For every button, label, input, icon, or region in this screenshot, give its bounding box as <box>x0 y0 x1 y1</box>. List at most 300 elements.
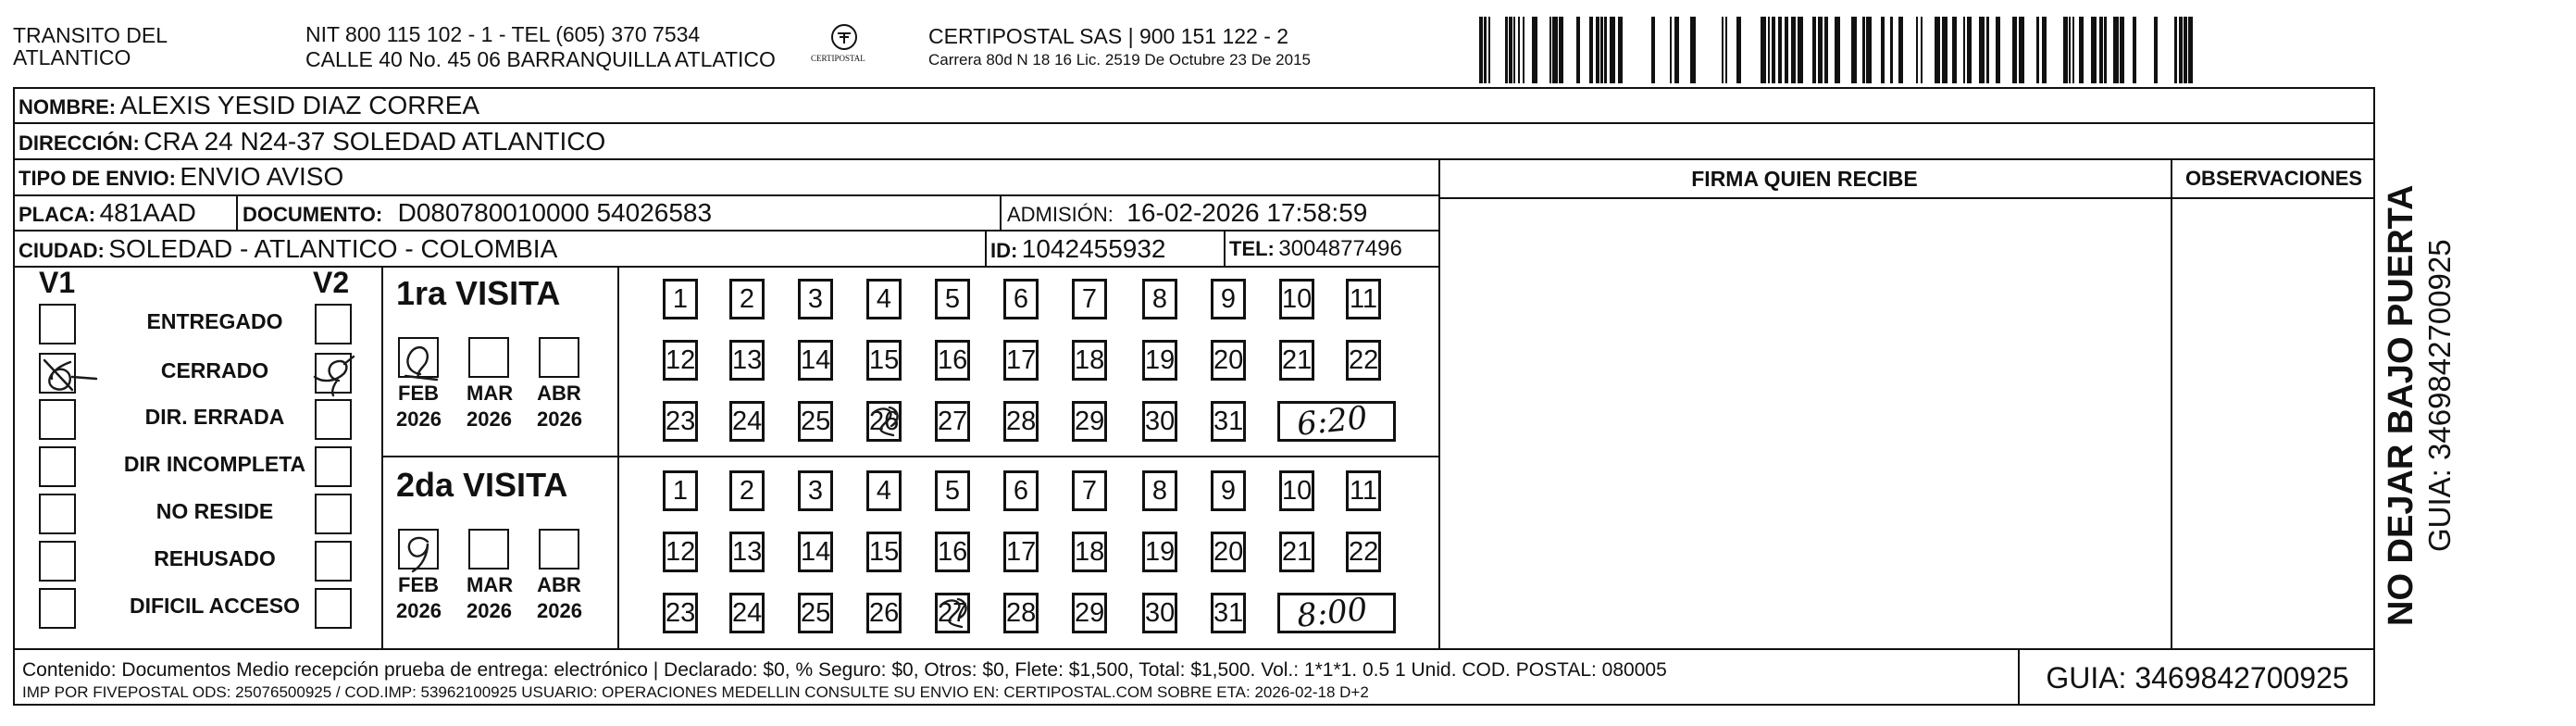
day-box[interactable] <box>1279 532 1314 572</box>
v1-checkbox[interactable] <box>39 353 76 394</box>
barcode-bar <box>2099 17 2103 83</box>
day-number: 26 <box>869 407 900 436</box>
barcode-bar <box>2079 17 2084 83</box>
rule <box>1000 194 1002 230</box>
v2-checkbox[interactable] <box>315 446 352 487</box>
observaciones-area[interactable] <box>2173 200 2373 646</box>
firma-heading: FIRMA QUIEN RECIBE <box>1691 167 1918 191</box>
day-number: 13 <box>732 345 763 375</box>
tel-cell <box>1229 230 1402 266</box>
day-box[interactable] <box>866 470 902 511</box>
barcode-bar <box>2091 17 2097 83</box>
tipo-envio-label: TIPO DE ENVIO: <box>19 167 176 190</box>
day-box[interactable] <box>663 401 698 442</box>
v2-checkbox[interactable] <box>315 399 352 440</box>
barcode-bar <box>1818 17 1823 83</box>
v1-checkbox[interactable] <box>39 541 76 582</box>
day-number: 28 <box>1006 407 1037 436</box>
day-number: 25 <box>801 598 831 628</box>
barcode-bar <box>2069 17 2071 83</box>
barcode-bar <box>1532 17 1537 83</box>
day-number: 15 <box>869 345 900 375</box>
rule <box>381 456 1438 457</box>
day-number: 3 <box>807 284 824 314</box>
day-box[interactable] <box>1003 279 1039 319</box>
barcode-bar <box>1559 17 1563 83</box>
month-name: FEB <box>398 573 439 596</box>
month-name: FEB <box>398 382 439 405</box>
day-box[interactable] <box>866 340 902 381</box>
day-number: 18 <box>1075 537 1105 567</box>
day-number: 22 <box>1349 537 1379 567</box>
month-name: ABR <box>537 382 581 405</box>
v2-checkbox[interactable] <box>315 353 352 394</box>
day-box[interactable] <box>866 532 902 572</box>
month-name: MAR <box>467 382 514 405</box>
barcode-bar <box>2179 17 2183 83</box>
barcode-bar <box>2019 17 2024 83</box>
barcode-bar <box>1722 17 1724 83</box>
day-number: 7 <box>1081 284 1098 314</box>
day-number: 19 <box>1145 537 1176 567</box>
barcode-bar <box>1513 17 1515 83</box>
time-box[interactable] <box>1277 401 1396 442</box>
handwritten-mark <box>400 339 441 380</box>
tel-value: 3004877496 <box>1278 236 1402 261</box>
sender-address: CALLE 40 No. 45 06 BARRANQUILLA ATLATICO <box>305 47 776 71</box>
barcode-bar <box>1952 17 1957 83</box>
footer-guia: GUIA: 3469842700925 <box>2046 661 2349 695</box>
day-number: 8 <box>1151 284 1168 314</box>
day-number: 12 <box>666 537 696 567</box>
day-box[interactable] <box>1003 401 1039 442</box>
sender-line1: TRANSITO DEL <box>13 23 168 47</box>
barcode-bar <box>1736 17 1741 83</box>
day-number: 9 <box>1220 476 1237 506</box>
day-box[interactable] <box>729 532 765 572</box>
day-number: 28 <box>1006 598 1037 628</box>
v1-heading: V1 <box>39 266 76 299</box>
nombre-value: ALEXIS YESID DIAZ CORREA <box>119 91 480 119</box>
day-box[interactable] <box>663 340 698 381</box>
rule <box>985 230 987 266</box>
id-label: ID: <box>990 239 1018 262</box>
rule <box>13 266 1438 268</box>
day-number: 4 <box>876 284 892 314</box>
month-year: 2026 <box>537 599 582 622</box>
barcode-bar <box>1785 17 1788 83</box>
barcode <box>1479 17 2203 83</box>
barcode-bar <box>1768 17 1770 83</box>
barcode-bar <box>1996 17 2000 83</box>
day-box[interactable] <box>663 593 698 633</box>
placa-label: PLACA: <box>19 203 96 226</box>
month-checkbox[interactable] <box>398 337 439 378</box>
signature-area[interactable] <box>1441 200 2169 646</box>
month-year: 2026 <box>396 599 442 622</box>
footer-content-line: Contenido: Documentos Medio recepción prueba de entrega: electrónico | Declarado: $0, % Seguro: $0, Otros: $0, Flete: $1,500, Total: $1,500. Vol.: 1*1*1. 0.5 1 Unid. COD. POSTAL: 080005 <box>22 659 1667 681</box>
month-year: 2026 <box>467 407 512 431</box>
day-box[interactable] <box>866 593 902 633</box>
day-number: 18 <box>1075 345 1105 375</box>
day-number: 17 <box>1006 537 1037 567</box>
day-box[interactable] <box>729 401 765 442</box>
month-checkbox[interactable] <box>539 529 579 570</box>
day-box[interactable] <box>1279 470 1314 511</box>
day-number: 24 <box>732 407 763 436</box>
barcode-bar <box>1862 17 1865 83</box>
day-box[interactable] <box>935 279 970 319</box>
day-number: 22 <box>1349 345 1379 375</box>
day-number: 1 <box>672 476 689 506</box>
certipostal-logo-caption: CERTIPOSTAL <box>811 54 865 63</box>
day-box[interactable] <box>729 593 765 633</box>
barcode-bar <box>1851 17 1857 83</box>
day-number: 2 <box>739 476 755 506</box>
day-number: 4 <box>876 476 892 506</box>
id-cell <box>990 230 1166 266</box>
admision-value: 16-02-2026 17:58:59 <box>1126 198 1368 227</box>
day-number: 29 <box>1075 407 1105 436</box>
barcode-bar <box>1824 17 1828 83</box>
day-box[interactable] <box>1279 340 1314 381</box>
status-label: DIFICIL ACCESO <box>129 594 300 618</box>
courier-name: CERTIPOSTAL SAS | 900 151 122 - 2 <box>928 24 1289 48</box>
barcode-bar <box>1963 17 1965 83</box>
courier-address: Carrera 80d N 18 16 Lic. 2519 De Octubre 23 De 2015 <box>928 51 1311 69</box>
v2-checkbox[interactable] <box>315 541 352 582</box>
barcode-bar <box>1596 17 1599 83</box>
day-box[interactable] <box>1072 593 1107 633</box>
v1-checkbox[interactable] <box>39 446 76 487</box>
barcode-bar <box>2133 17 2136 83</box>
v1-checkbox[interactable] <box>39 588 76 629</box>
day-box[interactable] <box>935 532 970 572</box>
day-box[interactable] <box>1142 593 1177 633</box>
sender-info <box>305 22 776 72</box>
sender-name <box>13 24 168 69</box>
day-box[interactable] <box>663 279 698 319</box>
day-box[interactable] <box>1142 340 1177 381</box>
barcode-bar <box>1549 17 1551 83</box>
barcode-bar <box>1488 17 1490 83</box>
day-box[interactable] <box>935 470 970 511</box>
month-label <box>467 381 514 432</box>
barcode-bar <box>1610 17 1615 83</box>
day-box[interactable] <box>798 401 833 442</box>
day-number: 14 <box>801 537 831 567</box>
day-number: 14 <box>801 345 831 375</box>
month-year: 2026 <box>467 599 512 622</box>
day-box[interactable] <box>1279 279 1314 319</box>
status-label: NO RESIDE <box>156 499 274 523</box>
day-box[interactable] <box>1142 470 1177 511</box>
tipo-envio-row <box>19 158 343 194</box>
day-box[interactable] <box>798 340 833 381</box>
barcode-bar <box>1725 17 1727 83</box>
day-box[interactable] <box>1072 532 1107 572</box>
barcode-bar <box>1935 17 1940 83</box>
day-box[interactable] <box>1072 340 1107 381</box>
courier-info <box>928 24 1311 71</box>
month-checkbox[interactable] <box>468 337 509 378</box>
barcode-bar <box>1479 17 1483 83</box>
barcode-bar <box>1518 17 1520 83</box>
month-label <box>396 572 441 624</box>
day-number: 13 <box>732 537 763 567</box>
day-number: 20 <box>1213 537 1244 567</box>
barcode-bar <box>2104 17 2107 83</box>
nombre-row <box>19 87 479 122</box>
barcode-bar <box>1866 17 1872 83</box>
v2-checkbox[interactable] <box>315 588 352 629</box>
month-name: MAR <box>467 573 514 596</box>
day-box[interactable] <box>729 279 765 319</box>
barcode-bar <box>2120 17 2124 83</box>
day-box[interactable] <box>798 593 833 633</box>
barcode-bar <box>1670 17 1672 83</box>
day-number: 27 <box>938 598 968 628</box>
month-label <box>467 572 514 624</box>
handwritten-mark <box>869 404 904 444</box>
id-value: 1042455932 <box>1021 234 1166 263</box>
barcode-bar <box>1812 17 1816 83</box>
month-year: 2026 <box>396 407 442 431</box>
barcode-bar <box>1898 17 1903 83</box>
day-number: 27 <box>938 407 968 436</box>
month-label <box>396 381 441 432</box>
day-number: 26 <box>869 598 900 628</box>
status-label: CERRADO <box>160 358 269 382</box>
day-box[interactable] <box>663 470 698 511</box>
documento-value: D080780010000 54026583 <box>397 198 713 227</box>
v2-checkbox[interactable] <box>315 494 352 534</box>
day-box[interactable] <box>935 401 970 442</box>
tipo-envio-value: ENVIO AVISO <box>180 162 344 191</box>
day-box[interactable] <box>1142 532 1177 572</box>
sender-line2: ATLANTICO <box>13 45 131 69</box>
documento-label: DOCUMENTO: <box>243 203 383 226</box>
day-number: 31 <box>1213 407 1244 436</box>
day-box[interactable] <box>1072 279 1107 319</box>
day-number: 21 <box>1282 345 1313 375</box>
barcode-bar <box>1942 17 1948 83</box>
barcode-bar <box>2036 17 2039 83</box>
status-label: ENTREGADO <box>146 309 283 333</box>
visit-title: 2da VISITA <box>396 466 568 504</box>
side-instruction: NO DEJAR BAJO PUERTA <box>2382 184 2420 626</box>
handwritten-time: 6:20 <box>1295 399 1370 444</box>
barcode-bar <box>1791 17 1796 83</box>
day-number: 10 <box>1282 476 1313 506</box>
tel-label: TEL: <box>1229 237 1275 260</box>
barcode-bar <box>1674 17 1679 83</box>
day-box[interactable] <box>798 470 833 511</box>
day-number: 12 <box>666 345 696 375</box>
day-box[interactable] <box>1211 340 1246 381</box>
month-checkbox[interactable] <box>539 337 579 378</box>
rule <box>236 194 238 230</box>
v1-checkbox[interactable] <box>39 304 76 344</box>
day-box[interactable] <box>729 340 765 381</box>
barcode-bar <box>1484 17 1487 83</box>
day-box[interactable] <box>1346 532 1381 572</box>
v1-checkbox[interactable] <box>39 399 76 440</box>
day-number: 11 <box>1349 284 1378 314</box>
day-number: 30 <box>1145 407 1176 436</box>
day-number: 20 <box>1213 345 1244 375</box>
barcode-bar <box>1881 17 1885 83</box>
barcode-bar <box>1798 17 1803 83</box>
handwritten-mark <box>400 531 441 571</box>
day-box[interactable] <box>1346 340 1381 381</box>
documento-cell <box>243 194 712 230</box>
ciudad-value: SOLEDAD - ATLANTICO - COLOMBIA <box>108 234 558 263</box>
status-label: DIR INCOMPLETA <box>123 452 306 476</box>
day-box[interactable] <box>729 470 765 511</box>
day-number: 6 <box>1013 284 1029 314</box>
certipostal-logo <box>807 22 881 69</box>
day-box[interactable] <box>935 340 970 381</box>
direccion-row <box>19 122 605 158</box>
barcode-bar <box>2184 17 2187 83</box>
v2-heading: V2 <box>313 266 350 299</box>
day-number: 7 <box>1081 476 1098 506</box>
day-box[interactable] <box>1211 279 1246 319</box>
day-box[interactable] <box>1142 279 1177 319</box>
barcode-bar <box>1523 17 1524 83</box>
day-number: 24 <box>732 598 763 628</box>
barcode-bar <box>1986 17 1989 83</box>
day-number: 16 <box>938 345 968 375</box>
direccion-value: CRA 24 N24-37 SOLEDAD ATLANTICO <box>143 127 606 156</box>
side-guia: GUIA: 3469842700925 <box>2422 239 2457 552</box>
placa-value: 481AAD <box>99 198 196 227</box>
footer-print-line: IMP POR FIVEPOSTAL ODS: 25076500925 / COD.IMP: 53962100925 USUARIO: OPERACIONES MEDELLIN CONSULTE SU ENVIO EN: CERTIPOSTAL.COM SOBRE ETA: 2026-02-18 D+2 <box>22 683 1369 701</box>
barcode-bar <box>1761 17 1766 83</box>
barcode-bar <box>1651 17 1655 83</box>
day-box[interactable] <box>1003 593 1039 633</box>
day-box[interactable] <box>935 593 970 633</box>
day-number: 21 <box>1282 537 1313 567</box>
handwritten-mark <box>938 595 973 636</box>
day-box[interactable] <box>1003 470 1039 511</box>
day-box[interactable] <box>1211 401 1246 442</box>
month-label <box>537 572 581 624</box>
day-number: 11 <box>1349 476 1378 506</box>
month-name: ABR <box>537 573 581 596</box>
barcode-bar <box>2072 17 2074 83</box>
month-checkbox[interactable] <box>398 529 439 570</box>
barcode-bar <box>1552 17 1558 83</box>
admision-cell <box>1007 194 1367 230</box>
day-box[interactable] <box>1003 532 1039 572</box>
day-number: 19 <box>1145 345 1176 375</box>
day-number: 23 <box>666 407 696 436</box>
admision-label: ADMISIÓN: <box>1007 203 1114 226</box>
barcode-bar <box>1979 17 1985 83</box>
rule <box>381 266 383 648</box>
day-number: 31 <box>1213 598 1244 628</box>
barcode-bar <box>1778 17 1782 83</box>
sender-nit: NIT 800 115 102 - 1 - TEL (605) 370 7534 <box>305 22 701 46</box>
barcode-bar <box>1589 17 1593 83</box>
month-year: 2026 <box>537 407 582 431</box>
handwritten-time: 8:00 <box>1295 591 1370 635</box>
ciudad-cell <box>19 230 557 266</box>
day-box[interactable] <box>1346 279 1381 319</box>
barcode-bar <box>1618 17 1623 83</box>
barcode-bar <box>1835 17 1840 83</box>
day-box[interactable] <box>1211 532 1246 572</box>
day-number: 29 <box>1075 598 1105 628</box>
handwritten-mark <box>317 355 354 395</box>
barcode-bar <box>1604 17 1607 83</box>
day-box[interactable] <box>798 279 833 319</box>
barcode-bar <box>1772 17 1775 83</box>
ciudad-label: CIUDAD: <box>19 239 105 262</box>
nombre-label: NOMBRE: <box>19 95 117 119</box>
day-number: 5 <box>944 284 961 314</box>
day-box[interactable] <box>663 532 698 572</box>
barcode-bar <box>2113 17 2119 83</box>
rule <box>1224 230 1226 266</box>
barcode-bar <box>1600 17 1603 83</box>
barcode-bar <box>1690 17 1696 83</box>
v1-checkbox[interactable] <box>39 494 76 534</box>
rule <box>1438 158 1440 648</box>
month-label <box>537 381 581 432</box>
day-number: 8 <box>1151 476 1168 506</box>
day-box[interactable] <box>798 532 833 572</box>
day-box[interactable] <box>1211 593 1246 633</box>
day-number: 5 <box>944 476 961 506</box>
time-box[interactable] <box>1277 593 1396 633</box>
day-number: 16 <box>938 537 968 567</box>
day-box[interactable] <box>1211 470 1246 511</box>
day-box[interactable] <box>866 401 902 442</box>
barcode-bar <box>1967 17 1972 83</box>
day-number: 30 <box>1145 598 1176 628</box>
month-checkbox[interactable] <box>468 529 509 570</box>
status-label: REHUSADO <box>154 546 276 570</box>
day-number: 15 <box>869 537 900 567</box>
barcode-bar <box>1505 17 1508 83</box>
day-box[interactable] <box>866 279 902 319</box>
day-number: 10 <box>1282 284 1313 314</box>
barcode-bar <box>1576 17 1580 83</box>
day-box[interactable] <box>1142 401 1177 442</box>
v2-checkbox[interactable] <box>315 304 352 344</box>
barcode-bar <box>2174 17 2177 83</box>
visit-title: 1ra VISITA <box>396 274 561 312</box>
day-box[interactable] <box>1072 470 1107 511</box>
rule <box>1438 197 2375 199</box>
barcode-bar <box>2063 17 2068 83</box>
barcode-bar <box>1890 17 1893 83</box>
rule <box>617 266 619 648</box>
barcode-bar <box>2012 17 2017 83</box>
day-number: 25 <box>801 407 831 436</box>
day-number: 23 <box>666 598 696 628</box>
day-box[interactable] <box>1072 401 1107 442</box>
day-number: 6 <box>1013 476 1029 506</box>
barcode-bar <box>1916 17 1918 83</box>
barcode-bar <box>1921 17 1923 83</box>
day-box[interactable] <box>1003 340 1039 381</box>
barcode-bar <box>2188 17 2193 83</box>
day-box[interactable] <box>1346 470 1381 511</box>
